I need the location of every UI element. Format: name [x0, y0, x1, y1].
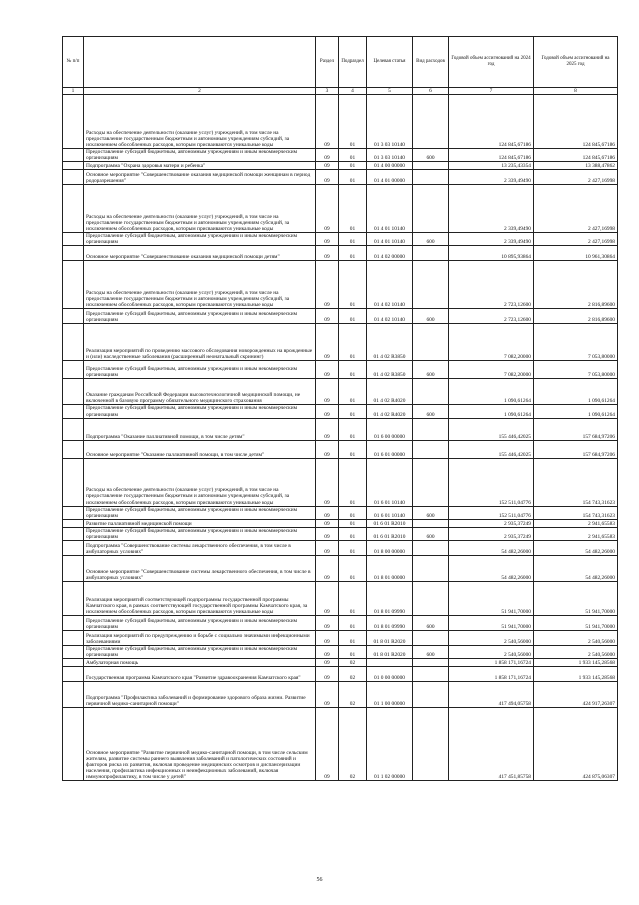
row-section-cell: 09: [316, 261, 339, 309]
row-section-cell: 09: [316, 162, 339, 170]
row-amount-2025-cell: 1 090,61264: [534, 405, 618, 418]
row-expense-type-cell: 600: [413, 405, 449, 418]
row-amount-2025-cell: 1 933 145,28568: [534, 667, 618, 682]
row-name-cell: Предоставление субсидий бюджетным, автономным учреждениям и иным некоммерческим организациям: [84, 646, 316, 659]
row-expense-type-cell: [413, 659, 449, 667]
table-row: [63, 440, 618, 458]
row-expense-type-cell: [413, 170, 449, 185]
row-target-article-cell: 01 1 00 00000: [367, 682, 413, 708]
row-amount-2025-cell: 2 540,56000: [534, 631, 618, 646]
table-row: [63, 233, 618, 246]
row-subsection-cell: 01: [339, 582, 367, 616]
row-target-article-cell: 01 4 02 10140: [367, 261, 413, 309]
row-section-cell: 09: [316, 361, 339, 379]
table-row: [63, 458, 618, 506]
row-amount-2024-cell: 54 482,26000: [449, 541, 534, 556]
row-subsection-cell: 01: [339, 405, 367, 418]
row-number-cell: [63, 309, 84, 324]
row-amount-2024-cell: 7 082,20000: [449, 324, 534, 361]
row-name-cell: Реализация мероприятий по предупреждению и борьбе с социально значимыми инфекционными заболеваниями: [84, 631, 316, 646]
table-row: [63, 667, 618, 682]
row-number-cell: [63, 458, 84, 506]
row-target-article-cell: [367, 659, 413, 667]
row-name-cell: Оказание гражданам Российской Федерации высокотехнологичной медицинской помощи, не включенной в базовую программу обязательного медицинского страхования: [84, 379, 316, 405]
header-target-article: Целевая статья: [367, 37, 413, 88]
table-row: [63, 646, 618, 659]
row-subsection-cell: 01: [339, 556, 367, 582]
row-subsection-cell: 01: [339, 361, 367, 379]
row-number-cell: [63, 149, 84, 162]
row-amount-2025-cell: 2 941,65583: [534, 527, 618, 540]
row-subsection-cell: 01: [339, 458, 367, 506]
row-expense-type-cell: 600: [413, 506, 449, 519]
row-expense-type-cell: [413, 682, 449, 708]
row-amount-2024-cell: 417 451,85758: [449, 708, 534, 781]
row-amount-2024-cell: 10 895,93864: [449, 246, 534, 261]
row-number-cell: [63, 708, 84, 781]
row-target-article-cell: 01 6 01 R2010: [367, 519, 413, 527]
row-target-article-cell: 01 8 01 R2020: [367, 646, 413, 659]
row-subsection-cell: 01: [339, 527, 367, 540]
row-number-cell: [63, 379, 84, 405]
header-row: [63, 37, 618, 88]
row-target-article-cell: 01 1 02 00000: [367, 708, 413, 781]
row-amount-2024-cell: 1 090,61264: [449, 379, 534, 405]
row-section-cell: 09: [316, 458, 339, 506]
row-expense-type-cell: 600: [413, 527, 449, 540]
row-name-cell: Расходы на обеспечение деятельности (оказание услуг) учреждений, в том числе на предоставление государственным бюджетным и автономным учреждениям субсидий, за исключением обособленных расходов, которым присваиваются уникальные коды: [84, 458, 316, 506]
table-row: [63, 361, 618, 379]
column-number: 1: [63, 88, 84, 95]
row-expense-type-cell: [413, 708, 449, 781]
row-number-cell: [63, 170, 84, 185]
row-subsection-cell: 01: [339, 246, 367, 261]
row-name-cell: Расходы на обеспечение деятельности (оказание услуг) учреждений, в том числе на предоставление государственным бюджетным и автономным учреждениям субсидий, за исключением обособленных расходов, которым присваиваются уникальные коды: [84, 95, 316, 149]
row-target-article-cell: 01 6 01 10140: [367, 506, 413, 519]
row-section-cell: 09: [316, 506, 339, 519]
row-name-cell: Расходы на обеспечение деятельности (оказание услуг) учреждений, в том числе на предоставление государственным бюджетным и автономным учреждениям субсидий, за исключением обособленных расходов, которым присваиваются уникальные коды: [84, 185, 316, 233]
row-amount-2025-cell: 2 427,16998: [534, 185, 618, 233]
row-expense-type-cell: [413, 418, 449, 440]
row-name-cell: Предоставление субсидий бюджетным, автономным учреждениям и иным некоммерческим организациям: [84, 616, 316, 631]
row-expense-type-cell: [413, 185, 449, 233]
row-amount-2024-cell: 155 446,42025: [449, 440, 534, 458]
column-number: 4: [339, 88, 367, 95]
table-row: [63, 708, 618, 781]
row-target-article-cell: 01 0 00 00000: [367, 667, 413, 682]
row-name-cell: Основное мероприятие "Совершенствование оказания медицинской помощи детям": [84, 246, 316, 261]
column-number: 2: [84, 88, 316, 95]
row-number-cell: [63, 246, 84, 261]
row-amount-2024-cell: 2 339,49490: [449, 233, 534, 246]
row-subsection-cell: 01: [339, 440, 367, 458]
row-number-cell: [63, 527, 84, 540]
row-section-cell: 09: [316, 646, 339, 659]
row-number-cell: [63, 261, 84, 309]
row-name-cell: Основное мероприятие "Совершенствование оказания медицинской помощи женщинам в период родоразрешения": [84, 170, 316, 185]
row-amount-2024-cell: 54 482,26000: [449, 556, 534, 582]
column-number-row: [63, 88, 618, 95]
row-section-cell: 09: [316, 527, 339, 540]
row-number-cell: [63, 556, 84, 582]
row-section-cell: 09: [316, 418, 339, 440]
row-expense-type-cell: 600: [413, 309, 449, 324]
row-subsection-cell: 01: [339, 185, 367, 233]
table-row: [63, 379, 618, 405]
row-amount-2025-cell: 2 816,89600: [534, 309, 618, 324]
row-number-cell: [63, 405, 84, 418]
row-expense-type-cell: [413, 458, 449, 506]
header-name: [84, 37, 316, 88]
row-section-cell: 09: [316, 246, 339, 261]
row-section-cell: 09: [316, 185, 339, 233]
table-row: [63, 405, 618, 418]
row-target-article-cell: 01 4 01 10140: [367, 233, 413, 246]
header-number: № п/п: [63, 37, 84, 88]
row-expense-type-cell: [413, 519, 449, 527]
row-subsection-cell: 01: [339, 379, 367, 405]
budget-table: [62, 36, 618, 781]
row-name-cell: Подпрограмма "Охрана здоровья матери и ребенка": [84, 162, 316, 170]
row-amount-2025-cell: 2 540,56000: [534, 646, 618, 659]
row-number-cell: [63, 519, 84, 527]
row-expense-type-cell: [413, 379, 449, 405]
row-target-article-cell: 01 6 01 10140: [367, 458, 413, 506]
row-expense-type-cell: 600: [413, 149, 449, 162]
row-name-cell: Предоставление субсидий бюджетным, автономным учреждениям и иным некоммерческим организациям: [84, 309, 316, 324]
row-target-article-cell: 01 4 02 R3850: [367, 361, 413, 379]
row-number-cell: [63, 324, 84, 361]
row-subsection-cell: 02: [339, 708, 367, 781]
row-amount-2025-cell: 1 090,61264: [534, 379, 618, 405]
row-amount-2025-cell: 51 941,70000: [534, 616, 618, 631]
row-target-article-cell: 01 3 03 10140: [367, 95, 413, 149]
header-section: Раздел: [316, 37, 339, 88]
row-number-cell: [63, 185, 84, 233]
row-amount-2024-cell: 2 935,37249: [449, 527, 534, 540]
row-subsection-cell: 01: [339, 162, 367, 170]
row-amount-2025-cell: 7 053,80000: [534, 324, 618, 361]
row-name-cell: Предоставление субсидий бюджетным, автономным учреждениям и иным некоммерческим организациям: [84, 405, 316, 418]
row-name-cell: Предоставление субсидий бюджетным, автономным учреждениям и иным некоммерческим организациям: [84, 233, 316, 246]
row-expense-type-cell: [413, 162, 449, 170]
row-target-article-cell: 01 6 01 R2010: [367, 527, 413, 540]
row-section-cell: 09: [316, 309, 339, 324]
row-expense-type-cell: [413, 324, 449, 361]
row-section-cell: 09: [316, 682, 339, 708]
row-name-cell: Предоставление субсидий бюджетным, автономным учреждениям и иным некоммерческим организациям: [84, 506, 316, 519]
header-expense-type: Вид расходов: [413, 37, 449, 88]
row-section-cell: 09: [316, 631, 339, 646]
row-expense-type-cell: 600: [413, 233, 449, 246]
page-number: 56: [316, 877, 323, 883]
row-subsection-cell: 01: [339, 631, 367, 646]
row-expense-type-cell: [413, 582, 449, 616]
row-subsection-cell: 02: [339, 667, 367, 682]
row-number-cell: [63, 631, 84, 646]
row-amount-2025-cell: 424 917,26307: [534, 682, 618, 708]
table-row: [63, 309, 618, 324]
row-amount-2024-cell: 2 723,12600: [449, 261, 534, 309]
table-row: [63, 170, 618, 185]
row-name-cell: Подпрограмма "Совершенствование системы лекарственного обеспечения, в том числе в амбулаторных условиях": [84, 541, 316, 556]
row-amount-2025-cell: 124 845,67186: [534, 149, 618, 162]
row-amount-2025-cell: 10 961,30864: [534, 246, 618, 261]
row-amount-2024-cell: 2 935,37249: [449, 519, 534, 527]
row-target-article-cell: 01 8 01 09990: [367, 616, 413, 631]
row-expense-type-cell: [413, 631, 449, 646]
column-number: 5: [367, 88, 413, 95]
row-amount-2024-cell: 155 446,42025: [449, 418, 534, 440]
table-row: [63, 519, 618, 527]
row-amount-2025-cell: 424 875,06307: [534, 708, 618, 781]
table-row: [63, 246, 618, 261]
row-target-article-cell: 01 8 01 09990: [367, 582, 413, 616]
row-number-cell: [63, 616, 84, 631]
row-section-cell: 09: [316, 233, 339, 246]
row-section-cell: 09: [316, 170, 339, 185]
row-number-cell: [63, 506, 84, 519]
row-amount-2024-cell: 51 941,70000: [449, 582, 534, 616]
row-amount-2025-cell: 157 684,97206: [534, 440, 618, 458]
table-row: [63, 556, 618, 582]
row-number-cell: [63, 541, 84, 556]
row-amount-2025-cell: 2 941,65583: [534, 519, 618, 527]
row-section-cell: 09: [316, 95, 339, 149]
row-amount-2024-cell: 124 845,67186: [449, 149, 534, 162]
row-expense-type-cell: [413, 261, 449, 309]
row-amount-2024-cell: 1 090,61264: [449, 405, 534, 418]
table-row: [63, 682, 618, 708]
row-amount-2025-cell: 54 482,26000: [534, 541, 618, 556]
row-target-article-cell: 01 4 02 00000: [367, 246, 413, 261]
row-subsection-cell: 01: [339, 170, 367, 185]
row-name-cell: Реализация мероприятий соответствующей подпрограммы государственной программы Камчатского края, в рамках соответствующей государственной программы Камчатского края, за исключением обособленных расходов, которым присваиваются уникальные коды: [84, 582, 316, 616]
row-subsection-cell: 01: [339, 309, 367, 324]
row-number-cell: [63, 667, 84, 682]
row-name-cell: Расходы на обеспечение деятельности (оказание услуг) учреждений, в том числе на предоставление государственным бюджетным и автономным учреждениям субсидий, за исключением обособленных расходов, которым присваиваются уникальные коды: [84, 261, 316, 309]
table-row: [63, 582, 618, 616]
row-expense-type-cell: [413, 246, 449, 261]
row-expense-type-cell: 600: [413, 646, 449, 659]
row-section-cell: 09: [316, 324, 339, 361]
row-name-cell: Предоставление субсидий бюджетным, автономным учреждениям и иным некоммерческим организациям: [84, 361, 316, 379]
row-subsection-cell: 01: [339, 95, 367, 149]
row-amount-2024-cell: 417 494,05758: [449, 682, 534, 708]
row-section-cell: 09: [316, 667, 339, 682]
row-section-cell: 09: [316, 541, 339, 556]
row-name-cell: Подпрограмма "Профилактика заболеваний и формирование здорового образа жизни. Развитие первичной медико-санитарной помощи": [84, 682, 316, 708]
column-number: 8: [534, 88, 618, 95]
row-subsection-cell: 01: [339, 541, 367, 556]
table-row: [63, 616, 618, 631]
table-row: [63, 631, 618, 646]
row-amount-2024-cell: 2 540,56000: [449, 646, 534, 659]
row-target-article-cell: 01 8 01 00000: [367, 556, 413, 582]
row-name-cell: Реализация мероприятий по проведению массового обследования новорожденных на врожденные и (или) наследственные заболевания (расширенный неонатальный скрининг): [84, 324, 316, 361]
row-section-cell: 09: [316, 405, 339, 418]
row-amount-2024-cell: 2 339,49490: [449, 185, 534, 233]
row-number-cell: [63, 582, 84, 616]
table-row: [63, 541, 618, 556]
row-target-article-cell: 01 4 02 R4020: [367, 379, 413, 405]
row-expense-type-cell: [413, 556, 449, 582]
row-amount-2025-cell: 2 816,89600: [534, 261, 618, 309]
row-amount-2024-cell: 1 858 171,16724: [449, 659, 534, 667]
row-target-article-cell: 01 4 02 10140: [367, 309, 413, 324]
table-row: [63, 95, 618, 149]
row-number-cell: [63, 418, 84, 440]
row-section-cell: 09: [316, 519, 339, 527]
table-row: [63, 324, 618, 361]
row-target-article-cell: 01 8 01 R2020: [367, 631, 413, 646]
row-section-cell: 09: [316, 556, 339, 582]
row-number-cell: [63, 233, 84, 246]
table-body: [63, 95, 618, 781]
row-number-cell: [63, 361, 84, 379]
row-subsection-cell: 01: [339, 233, 367, 246]
row-name-cell: Предоставление субсидий бюджетным, автономным учреждениям и иным некоммерческим организациям: [84, 527, 316, 540]
column-number: 7: [449, 88, 534, 95]
row-amount-2025-cell: 54 482,26000: [534, 556, 618, 582]
row-amount-2024-cell: 2 339,49490: [449, 170, 534, 185]
budget-table-sheet: [62, 36, 617, 781]
row-name-cell: Предоставление субсидий бюджетным, автономным учреждениям и иным некоммерческим организациям: [84, 149, 316, 162]
row-expense-type-cell: [413, 541, 449, 556]
row-number-cell: [63, 659, 84, 667]
row-section-cell: 09: [316, 616, 339, 631]
row-section-cell: 09: [316, 708, 339, 781]
row-amount-2025-cell: 7 053,80000: [534, 361, 618, 379]
row-amount-2024-cell: 51 941,70000: [449, 616, 534, 631]
row-subsection-cell: 01: [339, 418, 367, 440]
row-section-cell: 09: [316, 659, 339, 667]
row-amount-2025-cell: 157 684,97206: [534, 418, 618, 440]
row-name-cell: Основное мероприятие "Развитие первичной медико-санитарной помощи, в том числе сельским жителям, развитие системы раннего выявления заболеваний и патологических состояний и факторов риска их развития, включая проведение медицинских осмотров и диспансеризации населения, профилактика инфекционных и неинфекционных заболеваний, включая иммунопрофилактику, в том числе у детей": [84, 708, 316, 781]
row-name-cell: Развитие паллиативной медицинской помощи: [84, 519, 316, 527]
row-number-cell: [63, 162, 84, 170]
row-name-cell: Основное мероприятие "Оказание паллиативной помощи, в том числе детям": [84, 440, 316, 458]
row-subsection-cell: 01: [339, 324, 367, 361]
row-amount-2024-cell: 152 511,04776: [449, 458, 534, 506]
row-number-cell: [63, 682, 84, 708]
row-subsection-cell: 01: [339, 149, 367, 162]
table-row: [63, 149, 618, 162]
row-amount-2025-cell: 154 743,31623: [534, 458, 618, 506]
table-row: [63, 659, 618, 667]
row-amount-2025-cell: 51 941,70000: [534, 582, 618, 616]
row-target-article-cell: 01 4 02 R4020: [367, 405, 413, 418]
row-subsection-cell: 02: [339, 682, 367, 708]
row-subsection-cell: 01: [339, 519, 367, 527]
row-expense-type-cell: [413, 440, 449, 458]
row-target-article-cell: 01 8 00 00000: [367, 541, 413, 556]
row-amount-2025-cell: 2 427,16998: [534, 233, 618, 246]
row-amount-2024-cell: 13 235,43354: [449, 162, 534, 170]
row-amount-2025-cell: 154 743,31623: [534, 506, 618, 519]
row-section-cell: 09: [316, 440, 339, 458]
row-section-cell: 09: [316, 149, 339, 162]
row-number-cell: [63, 95, 84, 149]
table-row: [63, 185, 618, 233]
row-subsection-cell: 01: [339, 616, 367, 631]
row-subsection-cell: 01: [339, 261, 367, 309]
row-number-cell: [63, 646, 84, 659]
row-number-cell: [63, 440, 84, 458]
row-section-cell: 09: [316, 379, 339, 405]
row-target-article-cell: 01 4 00 00000: [367, 162, 413, 170]
row-name-cell: Основное мероприятие "Совершенствование системы лекарственного обеспечения, в том числе в амбулаторных условиях": [84, 556, 316, 582]
row-name-cell: Подпрограмма "Оказание паллиативной помощи, в том числе детям": [84, 418, 316, 440]
column-number: 6: [413, 88, 449, 95]
table-row: [63, 506, 618, 519]
row-amount-2024-cell: 1 858 171,16724: [449, 667, 534, 682]
row-amount-2025-cell: 124 845,67186: [534, 95, 618, 149]
row-amount-2024-cell: 2 723,12600: [449, 309, 534, 324]
table-row: [63, 162, 618, 170]
table-row: [63, 261, 618, 309]
column-number: 3: [316, 88, 339, 95]
table-row: [63, 418, 618, 440]
header-amount-2025: Годовой объем ассигнований на 2025 год: [534, 37, 618, 88]
row-amount-2025-cell: 1 933 145,28568: [534, 659, 618, 667]
row-target-article-cell: 01 6 01 00000: [367, 440, 413, 458]
row-subsection-cell: 01: [339, 506, 367, 519]
header-subsection: Подраздел: [339, 37, 367, 88]
row-expense-type-cell: 600: [413, 616, 449, 631]
row-amount-2024-cell: 124 845,67186: [449, 95, 534, 149]
header-amount-2024: Годовой объем ассигнований на 2024 год: [449, 37, 534, 88]
row-expense-type-cell: [413, 95, 449, 149]
row-target-article-cell: 01 4 02 R3850: [367, 324, 413, 361]
table-row: [63, 527, 618, 540]
row-target-article-cell: 01 3 03 10140: [367, 149, 413, 162]
row-subsection-cell: 01: [339, 646, 367, 659]
row-name-cell: Амбулаторная помощь: [84, 659, 316, 667]
row-expense-type-cell: 600: [413, 361, 449, 379]
row-section-cell: 09: [316, 582, 339, 616]
row-target-article-cell: 01 4 01 00000: [367, 170, 413, 185]
row-amount-2024-cell: 2 540,56000: [449, 631, 534, 646]
row-amount-2024-cell: 7 082,20000: [449, 361, 534, 379]
row-subsection-cell: 02: [339, 659, 367, 667]
row-target-article-cell: 01 4 01 10140: [367, 185, 413, 233]
row-name-cell: Государственная программа Камчатского края "Развитие здравоохранения Камчатского края": [84, 667, 316, 682]
row-amount-2025-cell: 2 427,16998: [534, 170, 618, 185]
row-target-article-cell: 01 6 00 00000: [367, 418, 413, 440]
row-expense-type-cell: [413, 667, 449, 682]
row-amount-2024-cell: 152 511,04776: [449, 506, 534, 519]
row-amount-2025-cell: 13 388,47862: [534, 162, 618, 170]
